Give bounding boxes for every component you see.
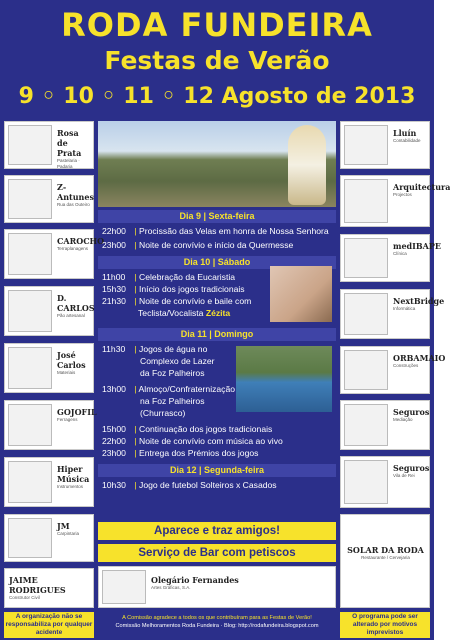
sponsor-name: JM — [57, 521, 70, 531]
banner-friends: Aparece e traz amigos! — [98, 522, 336, 540]
poster-title: RODA FUNDEIRA — [61, 6, 373, 44]
sponsor-ad — [4, 568, 94, 608]
item-text: Continuação dos jogos tradicionais — [139, 424, 273, 434]
sponsor-detail: Instrumentos — [57, 484, 84, 489]
sponsor-name: José Carlos — [57, 350, 86, 370]
sponsor-ad — [4, 400, 97, 450]
item-text: Celebração da Eucaristia — [139, 272, 236, 282]
performer-prefix: Teclista/Vocalista — [138, 308, 204, 318]
sponsor-name: Lluín — [393, 128, 417, 138]
sponsor-logo — [8, 347, 52, 389]
day-label: Dia 9 — [179, 211, 201, 221]
sponsor-name: GOJOFIL — [57, 407, 97, 417]
sponsor-logo — [8, 518, 52, 558]
sponsor-detail: Mediação — [393, 417, 413, 422]
sponsor-name: D. CARLOS — [57, 293, 95, 313]
sponsor-ad — [4, 514, 94, 562]
sponsor-ad — [340, 121, 430, 169]
program-item: 11h00 | Celebração da Eucaristia — [102, 272, 236, 282]
sponsor-ad — [340, 514, 430, 608]
item-text: na Foz Palheiros — [140, 396, 205, 406]
item-time: 11h00 — [102, 272, 126, 282]
sponsor-detail: Artes Gráficas, S.A. — [151, 585, 191, 590]
sponsor-name: medIBAPE — [393, 241, 441, 251]
sponsor-logo — [8, 461, 52, 503]
sponsor-ad — [4, 175, 94, 223]
sponsor-logo — [344, 238, 388, 278]
item-time: 22h00 — [102, 226, 126, 236]
sponsor-name: SOLAR DA RODA — [347, 545, 424, 555]
sponsor-detail: Construções — [393, 363, 419, 368]
singer-photo — [270, 266, 332, 322]
sponsor-logo — [8, 290, 52, 332]
sponsor-detail: Ferragens — [57, 417, 78, 422]
footer-notice: O programa pode ser alterado por motivos imprevistos — [340, 612, 430, 638]
day-label: Dia 12 — [169, 465, 197, 475]
item-time: 11h30 — [102, 344, 126, 354]
program-item: 13h00 | Almoço/Confraternização — [102, 384, 236, 394]
banner-bar: Serviço de Bar com petiscos — [98, 544, 336, 562]
sponsor-name: JAIME RODRIGUES — [9, 575, 66, 595]
sponsor-logo — [344, 179, 388, 223]
sponsor-detail: Carpintaria — [57, 531, 80, 536]
item-text: Noite de convívio e baile com — [139, 296, 252, 306]
item-text: Almoço/Confraternização — [138, 384, 236, 394]
item-time: 23h00 — [102, 240, 126, 250]
sponsor-logo — [8, 125, 52, 165]
item-text: Complexo de Lazer — [140, 356, 215, 366]
program-item: 15h00 | Continuação dos jogos tradicionais — [102, 424, 273, 434]
sponsor-detail: Contabilidade — [393, 138, 421, 143]
poster-subtitle: Festas de Verão — [104, 46, 330, 75]
day-heading: Dia 10 | Sábado — [98, 256, 336, 269]
performer-name: Zézita — [205, 308, 231, 318]
sponsor-name: Seguros — [393, 463, 430, 473]
footer-thanks: A Comissão agradece a todos os que contribuíram para as Festas de Verão! — [122, 615, 312, 621]
sponsor-name: Seguros — [393, 407, 430, 417]
program-item: 22h00 | Procissão das Velas em honra de Nossa Senhora — [102, 226, 329, 236]
item-text: Jogos de água no — [139, 344, 208, 354]
program-item: 22h00 | Noite de convívio com música ao vivo — [102, 436, 283, 446]
day-weekday: Segunda-feira — [204, 465, 265, 475]
statue-image — [288, 125, 326, 205]
sponsor-ad — [340, 456, 430, 508]
village-photo — [98, 121, 336, 207]
day-weekday: Sábado — [217, 257, 251, 267]
sponsor-detail: Terraplanagens — [57, 246, 89, 251]
sponsor-name: Arquitectura — [393, 182, 450, 192]
sponsor-name: Olegário Fernandes — [151, 575, 239, 585]
sponsor-detail: Pão artesanal — [57, 313, 85, 318]
sponsor-ad — [340, 175, 450, 227]
item-time: 15h00 — [102, 424, 126, 434]
day-weekday: Sexta-feira — [208, 211, 255, 221]
sponsor-name: Z-Antunes — [57, 182, 94, 202]
sponsor-logo — [344, 125, 388, 165]
sponsor-logo — [102, 570, 146, 604]
sponsor-logo — [8, 233, 52, 275]
sponsor-ad — [4, 343, 94, 393]
sponsor-logo — [8, 179, 52, 219]
item-text: Noite de convívio com música ao vivo — [139, 436, 283, 446]
day-heading: Dia 11 | Domingo — [98, 328, 336, 341]
sponsor-name: Rosa de Prata — [57, 128, 82, 158]
sponsor-name: Hiper Música — [57, 464, 90, 484]
footer-center — [98, 614, 336, 630]
item-text: Entrega dos Prémios dos jogos — [139, 448, 259, 458]
sponsor-logo — [8, 404, 52, 446]
program-item: 15h30 | Início dos jogos tradicionais — [102, 284, 245, 294]
footer-disclaimer: A organização não se responsabiliza por qualquer acidente — [5, 613, 93, 636]
day-heading: Dia 12 | Segunda-feira — [98, 464, 336, 477]
river-photo — [236, 346, 332, 412]
sponsor-detail: Materiais — [57, 370, 76, 375]
sponsor-name: CAROCHO — [57, 236, 105, 246]
sponsor-logo — [344, 460, 388, 504]
item-time: 22h00 — [102, 436, 126, 446]
item-text: (Churrasco) — [140, 408, 186, 418]
sponsor-detail: Projectos — [393, 192, 412, 197]
program-item: 21h30 | Noite de convívio e baile com — [102, 296, 252, 306]
sponsor-ad — [4, 286, 94, 336]
item-time: 10h30 — [102, 480, 126, 490]
sponsor-name: NextBridge — [393, 296, 445, 306]
sponsor-ad-bottom — [98, 566, 336, 608]
item-time: 13h00 — [102, 384, 126, 394]
day-label: Dia 10 — [183, 257, 211, 267]
sponsor-detail: Clínica — [393, 251, 407, 256]
item-text: Noite de convívio e início da Quermesse — [139, 240, 294, 250]
item-text: da Foz Palheiros — [140, 368, 205, 378]
sponsor-ad — [4, 457, 94, 507]
day-label: Dia 11 — [180, 329, 207, 339]
sponsor-detail: Pastelaria · Padaria — [57, 158, 80, 169]
sponsor-detail: Informática — [393, 306, 416, 311]
sponsor-detail: Construtor Civil — [9, 595, 40, 600]
item-time: 23h00 — [102, 448, 126, 458]
poster-header — [0, 0, 434, 118]
sponsor-detail: Vila de Rei — [393, 473, 415, 478]
sponsor-ad — [4, 229, 105, 279]
program-item: 23h00 | Entrega dos Prémios dos jogos — [102, 448, 259, 458]
item-text: Procissão das Velas em honra de Nossa Senhora — [139, 226, 329, 236]
sponsor-ad — [4, 121, 94, 169]
sponsor-name: ORBAMAIO — [393, 353, 446, 363]
program-item: 10h30 | Jogo de futebol Solteiros x Casados — [102, 480, 277, 490]
day-heading: Dia 9 | Sexta-feira — [98, 210, 336, 223]
program-item: 11h30 | Jogos de água no — [102, 344, 208, 354]
item-time: 21h30 — [102, 296, 126, 306]
sponsor-detail: Restaurante / Cervejaria — [361, 555, 410, 560]
item-text: Início dos jogos tradicionais — [139, 284, 245, 294]
footer-blog: Comissão Melhoramentos Roda Fundeira · Blog: http://rodafundeira.blogspot.com — [115, 623, 319, 629]
item-time: 15h30 — [102, 284, 126, 294]
item-text: Jogo de futebol Solteiros x Casados — [139, 480, 277, 490]
poster-dates: 9 ◦ 10 ◦ 11 ◦ 12 Agosto de 2013 — [18, 84, 416, 109]
sponsor-ad — [340, 234, 441, 282]
performer-line — [138, 308, 368, 319]
program-item: 23h00 | Noite de convívio e início da Quermesse — [102, 240, 294, 250]
day-weekday: Domingo — [214, 329, 254, 339]
sponsor-detail: Rua das Outeiro — [57, 202, 90, 207]
